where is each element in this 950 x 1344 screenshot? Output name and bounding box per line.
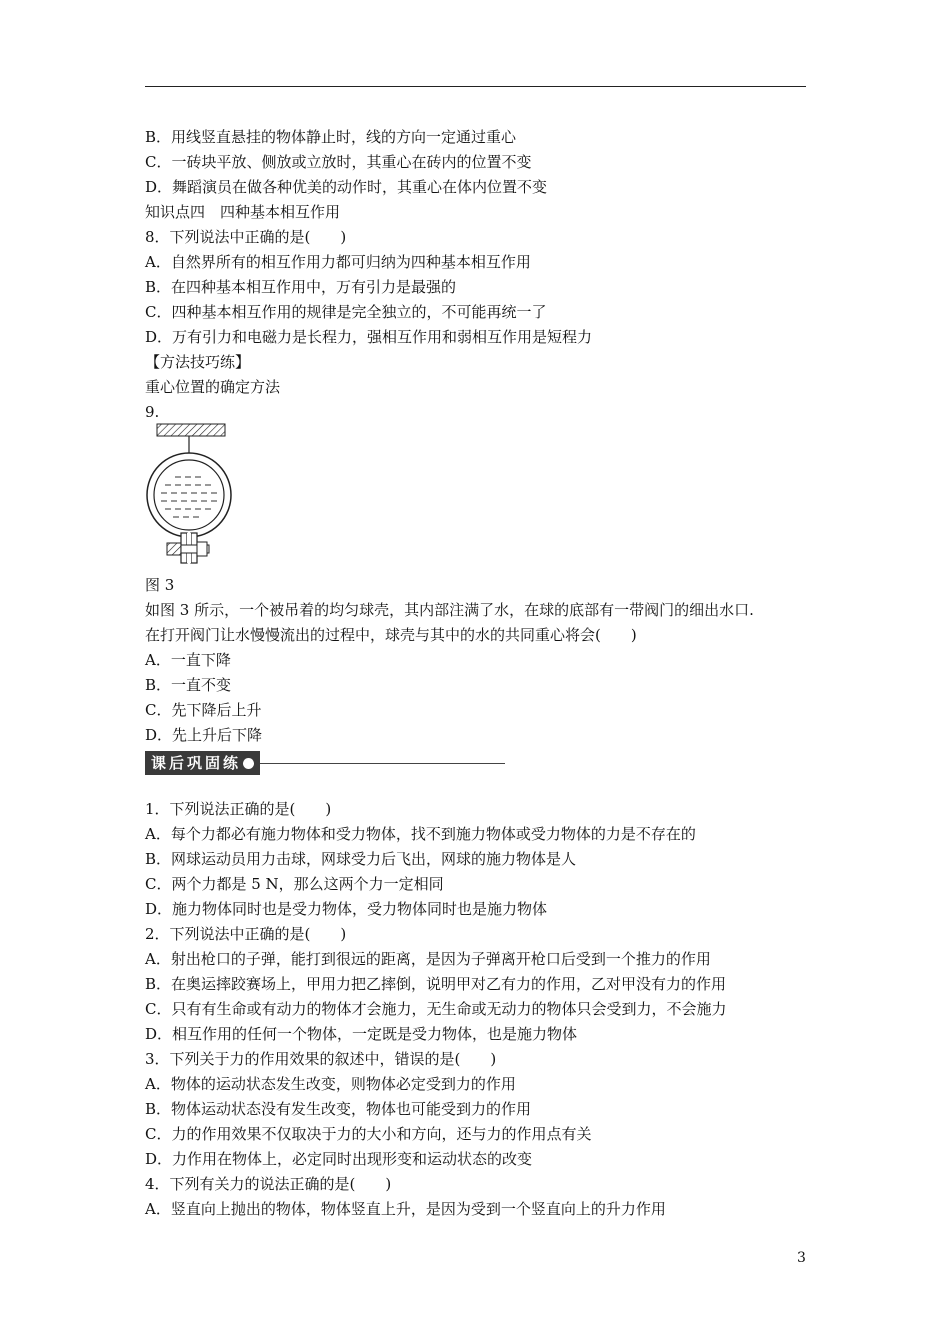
option-line: D．先上升后下降	[145, 726, 263, 744]
text-line: B．用线竖直悬挂的物体静止时，线的方向一定通过重心	[145, 128, 517, 146]
banner-rule	[260, 763, 505, 764]
question-stem: 在打开阀门让水慢慢流出的过程中，球壳与其中的水的共同重心将会( )	[145, 626, 637, 644]
text-line: D．舞蹈演员在做各种优美的动作时，其重心在体内位置不变	[145, 178, 548, 196]
option-line: B．在奥运摔跤赛场上，甲用力把乙摔倒，说明甲对乙有力的作用，乙对甲没有力的作用	[145, 975, 727, 993]
bullet-dot-icon	[243, 758, 254, 769]
option-line: B．网球运动员用力击球，网球受力后飞出，网球的施力物体是人	[145, 850, 577, 868]
option-line: C．只有有生命或有动力的物体才会施力，无生命或无动力的物体只会受到力，不会施力	[145, 1000, 727, 1018]
option-line: A．自然界所有的相互作用力都可归纳为四种基本相互作用	[145, 253, 531, 271]
figure-caption: 图 3	[145, 576, 175, 594]
section-heading: 知识点四 四种基本相互作用	[145, 203, 341, 221]
section-heading: 【方法技巧练】	[145, 353, 251, 371]
hanging-sphere-figure	[143, 421, 235, 567]
option-line: D．施力物体同时也是受力物体，受力物体同时也是施力物体	[145, 900, 548, 918]
option-line: A．物体的运动状态发生改变，则物体必定受到力的作用	[145, 1075, 516, 1093]
section-banner	[145, 751, 505, 775]
option-line: B．在四种基本相互作用中，万有引力是最强的	[145, 278, 457, 296]
section-banner-label	[145, 751, 260, 775]
text-line: C．一砖块平放、侧放或立放时，其重心在砖内的位置不变	[145, 153, 532, 171]
option-line: B．一直不变	[145, 676, 232, 694]
question-stem: 4．下列有关力的说法正确的是( )	[145, 1175, 392, 1193]
page-number: 3	[797, 1250, 806, 1266]
option-line: D．相互作用的任何一个物体，一定既是受力物体，也是施力物体	[145, 1025, 578, 1043]
header-rule	[145, 86, 806, 87]
option-line: A．射出枪口的子弹，能打到很远的距离，是因为子弹离开枪口后受到一个推力的作用	[145, 950, 711, 968]
option-line: B．物体运动状态没有发生改变，物体也可能受到力的作用	[145, 1100, 532, 1118]
option-line: A．竖直向上抛出的物体，物体竖直上升，是因为受到一个竖直向上的升力作用	[145, 1200, 666, 1218]
question-stem: 2．下列说法中正确的是( )	[145, 925, 347, 943]
question-number: 9.	[145, 403, 160, 421]
option-line: A．每个力都必有施力物体和受力物体，找不到施力物体或受力物体的力是不存在的	[145, 825, 696, 843]
question-stem: 8．下列说法中正确的是( )	[145, 228, 347, 246]
question-stem: 如图 3 所示，一个被吊着的均匀球壳，其内部注满了水，在球的底部有一带阀门的细出水口.	[145, 601, 754, 619]
option-line: D．力作用在物体上，必定同时出现形变和运动状态的改变	[145, 1150, 533, 1168]
text-line: 重心位置的确定方法	[145, 378, 281, 396]
question-stem: 1．下列说法正确的是( )	[145, 800, 332, 818]
option-line: C．先下降后上升	[145, 701, 262, 719]
option-line: D．万有引力和电磁力是长程力，强相互作用和弱相互作用是短程力	[145, 328, 593, 346]
question-stem: 3．下列关于力的作用效果的叙述中，错误的是( )	[145, 1050, 497, 1068]
option-line: C．四种基本相互作用的规律是完全独立的，不可能再统一了	[145, 303, 547, 321]
banner-text: 课后巩固练	[151, 754, 242, 772]
option-line: C．两个力都是 5 N，那么这两个力一定相同	[145, 875, 444, 893]
option-line: C．力的作用效果不仅取决于力的大小和方向，还与力的作用点有关	[145, 1125, 592, 1143]
option-line: A．一直下降	[145, 651, 231, 669]
